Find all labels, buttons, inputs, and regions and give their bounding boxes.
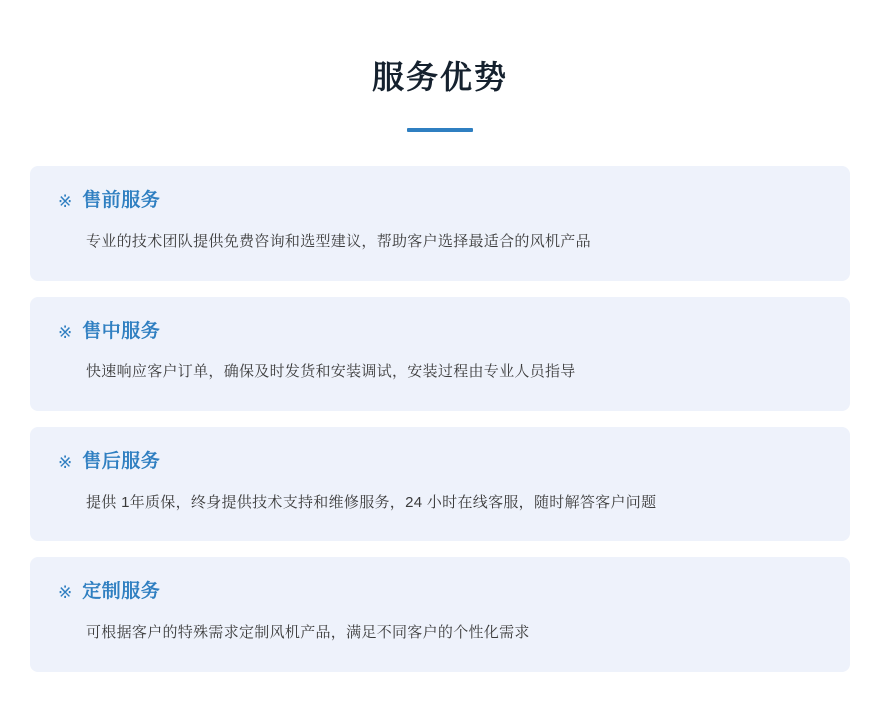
service-card-during-sales xyxy=(30,297,850,411)
card-title: 售后服务 xyxy=(82,450,161,472)
service-card-pre-sales xyxy=(30,166,850,280)
asterisk-mark-icon: ※ xyxy=(58,452,73,472)
service-card-customization xyxy=(30,557,850,671)
card-header xyxy=(58,321,822,344)
page-header xyxy=(30,0,850,132)
card-description: 快速响应客户订单，确保及时发货和安装调试，安装过程由专业人员指导 xyxy=(86,363,576,381)
card-description: 专业的技术团队提供免费咨询和选型建议，帮助客户选择最适合的风机产品 xyxy=(86,233,591,251)
asterisk-mark-icon: ※ xyxy=(58,583,73,603)
card-title: 售中服务 xyxy=(82,320,161,342)
card-title: 售前服务 xyxy=(82,190,161,212)
page-title: 服务优势 xyxy=(371,59,508,95)
card-header xyxy=(58,451,822,474)
card-description: 提供 1年质保，终身提供技术支持和维修服务，24 小时在线客服，随时解答客户问题 xyxy=(86,493,657,511)
card-description: 可根据客户的特殊需求定制风机产品，满足不同客户的个性化需求 xyxy=(86,624,530,642)
service-card-list xyxy=(30,166,850,671)
asterisk-mark-icon: ※ xyxy=(58,192,73,212)
service-card-after-sales xyxy=(30,427,850,541)
asterisk-mark-icon: ※ xyxy=(58,322,73,342)
card-header xyxy=(58,581,822,604)
card-header xyxy=(58,190,822,213)
card-title: 定制服务 xyxy=(82,581,161,603)
title-underline-divider xyxy=(407,128,473,132)
